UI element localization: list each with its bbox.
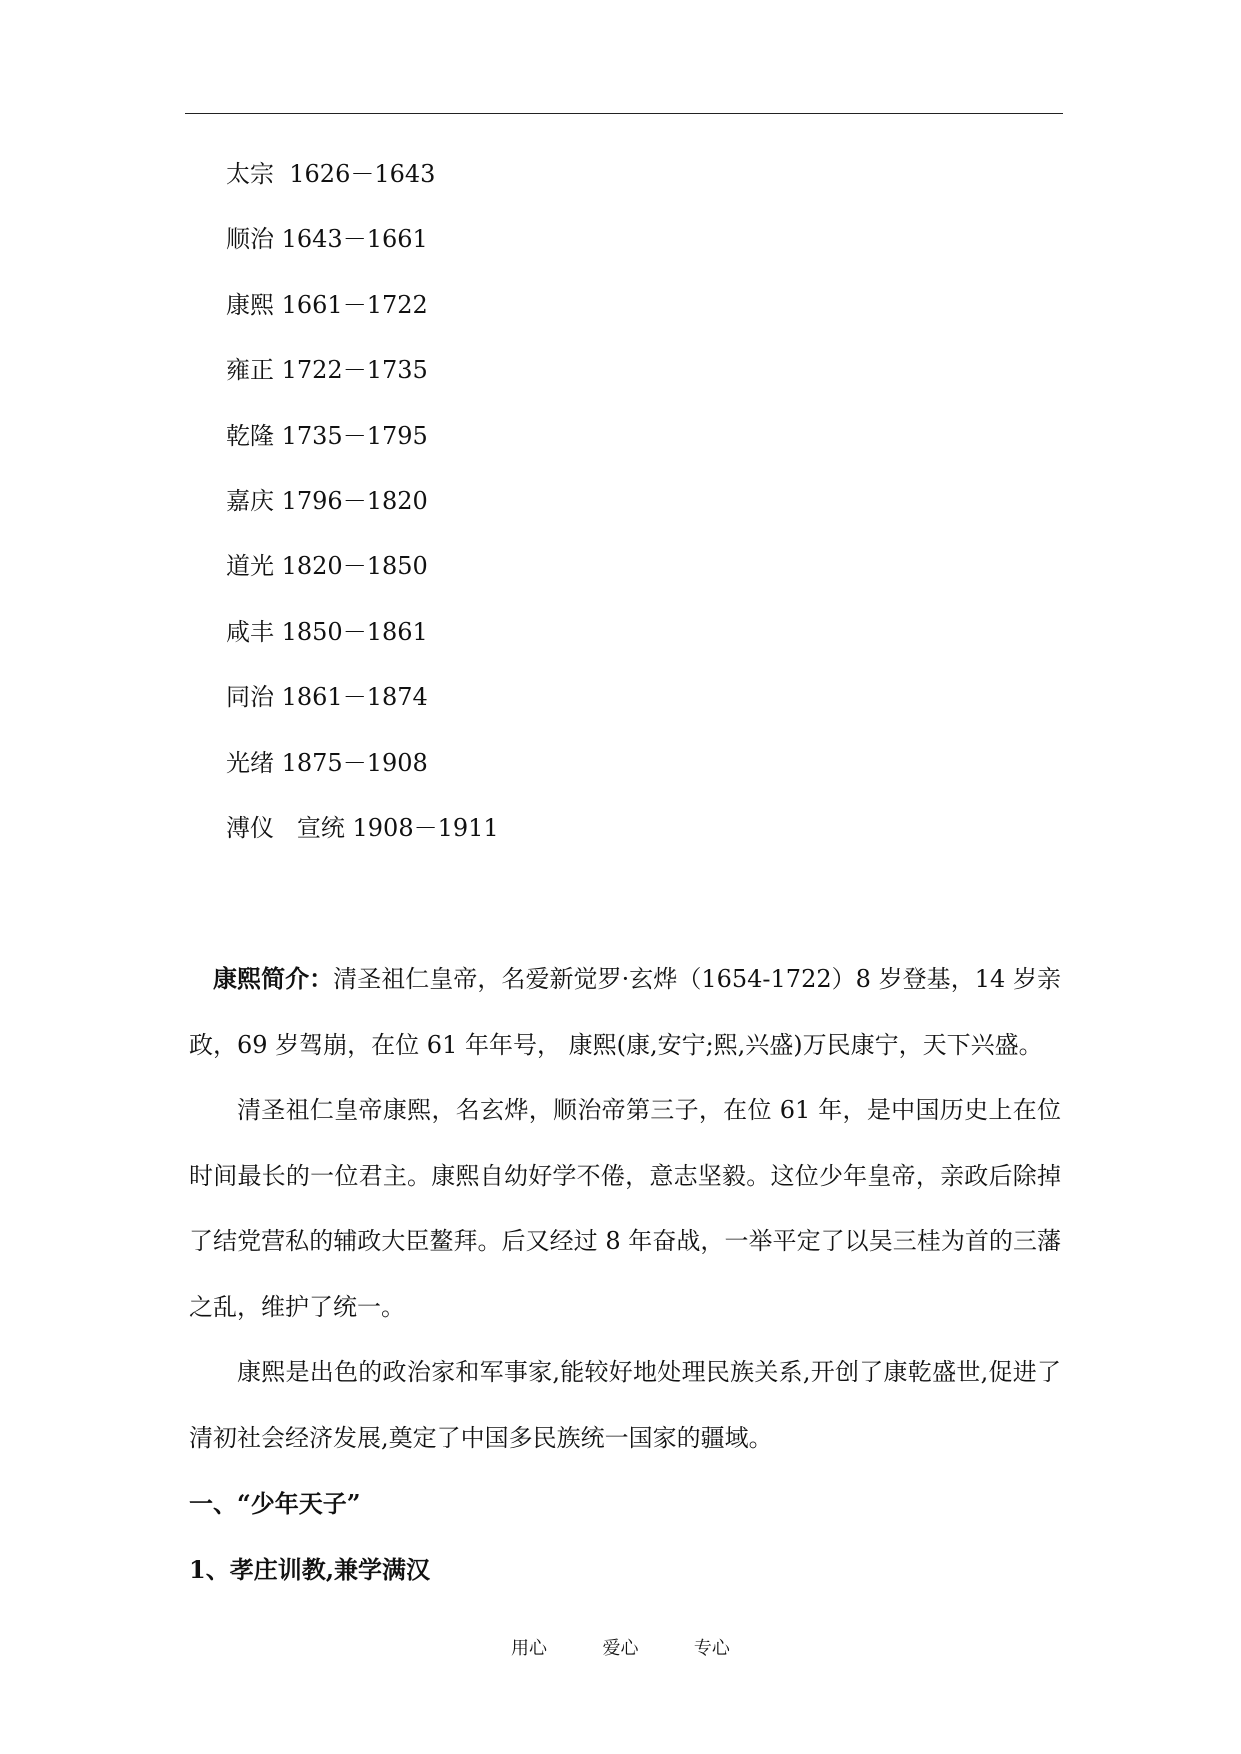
reign-item-jiaqing: 嘉庆 1796－1820 xyxy=(226,486,428,515)
reign-item-daoguang: 道光 1820－1850 xyxy=(226,552,428,581)
reign-item-yongzheng: 雍正 1722－1735 xyxy=(226,356,428,385)
section-heading: 一、“少年天子” xyxy=(189,1489,361,1518)
page-footer: 用心 爱心 专心 xyxy=(511,1638,730,1659)
reign-item-taizong: 太宗 1626－1643 xyxy=(226,160,436,188)
reign-list xyxy=(226,162,499,881)
body-text xyxy=(189,946,1061,1602)
kangxi-achievement-paragraph: 康熙是出色的政治家和军事家,能较好地处理民族关系,开创了康乾盛世,促进了清初社会经济发展,奠定了中国多民族统一国家的疆域。 xyxy=(189,1358,1061,1452)
reign-item-xuantong: 溥仪 宣统 1908－1911 xyxy=(226,813,499,842)
reign-item-tongzhi: 同治 1861－1874 xyxy=(226,683,428,712)
reign-item-shunzhi: 顺治 1643－1661 xyxy=(226,225,428,254)
intro-text: 清圣祖仁皇帝，名爱新觉罗·玄烨（1654-1722）8 岁登基，14 岁亲政，69 岁驾崩，在位 61 年年号， 康熙(康,安宁;熙,兴盛)万民康宁，天下兴盛。 xyxy=(189,965,1061,1059)
reign-item-xianfeng: 咸丰 1850－1861 xyxy=(226,617,428,646)
kangxi-intro-paragraph xyxy=(189,946,1061,1078)
intro-label: 康熙简介： xyxy=(213,964,334,993)
subsection-heading: 1、孝庄训教,兼学满汉 xyxy=(189,1554,431,1584)
reign-item-qianlong: 乾隆 1735－1795 xyxy=(226,421,428,450)
reign-item-kangxi: 康熙 1661－1722 xyxy=(226,290,428,319)
header-rule xyxy=(185,113,1063,114)
reign-item-guangxu: 光绪 1875－1908 xyxy=(226,748,428,777)
kangxi-biography-paragraph: 清圣祖仁皇帝康熙，名玄烨，顺治帝第三子，在位 61 年，是中国历史上在位时间最长的一位君主。康熙自幼好学不倦，意志坚毅。这位少年皇帝，亲政后除掉了结党营私的辅政大臣鳌拜。后又经过 8 年奋战，一举平定了以吴三桂为首的三藩之乱，维护了统一。 xyxy=(189,1096,1061,1321)
